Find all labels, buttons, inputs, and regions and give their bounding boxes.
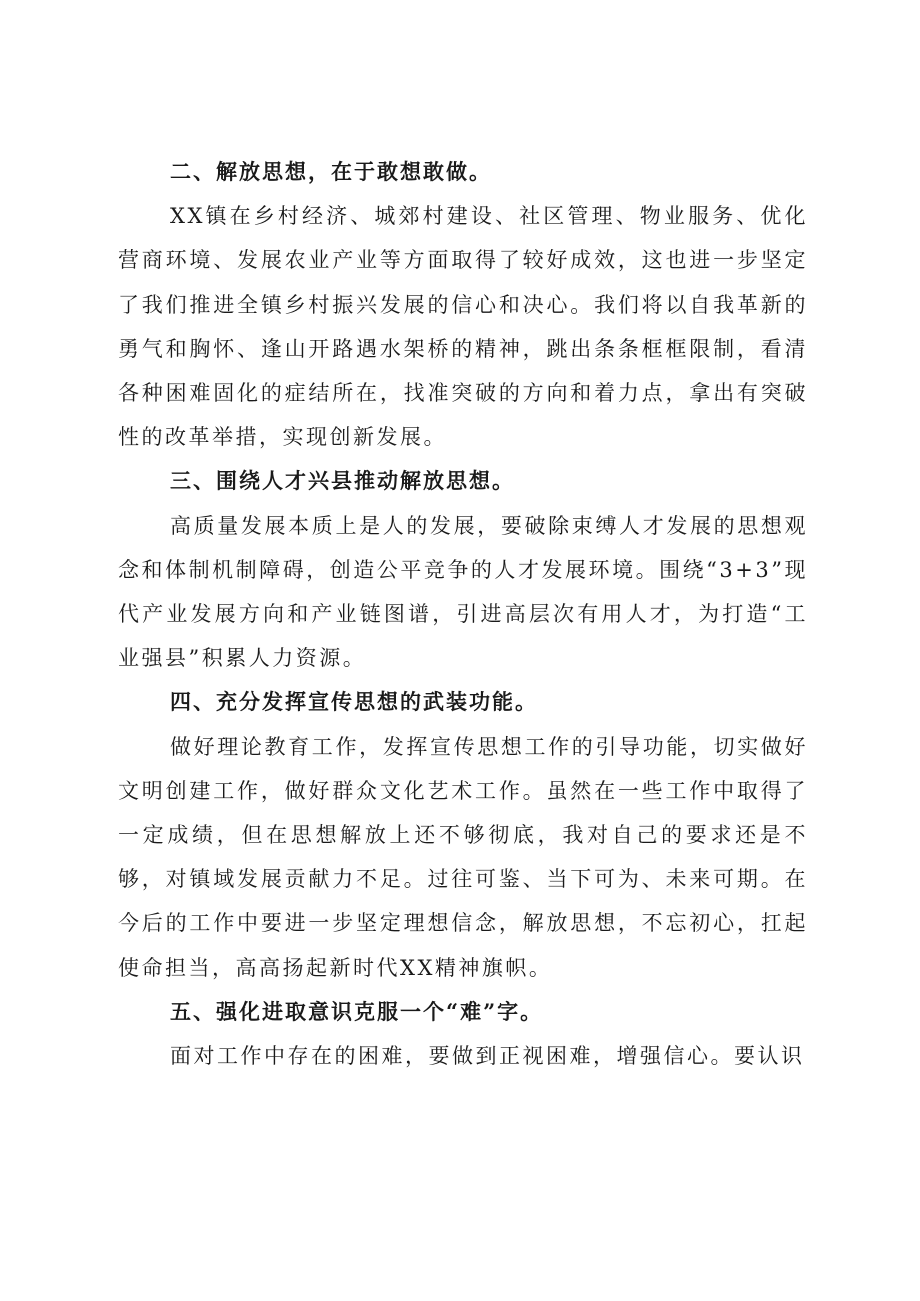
section-paragraph-5: 面对工作中存在的困难，要做到正视困难，增强信心。要认识	[170, 1044, 805, 1069]
section-paragraph-4: 做好理论教育工作，发挥宣传思想工作的引导功能，切实做好文明创建工作，做好群众文化艺术工作。虽然在一些工作中取得了一定成绩，但在思想解放上还不够彻底，我对自己的要求还是不够，对镇域发展贡献力不足。过往可鉴、当下可为、未来可期。在今后的工作中要进一步坚定理想信念，解放思想，不忘初心，扛起使命担当，高高扬起新时代XX精神旗帜。	[118, 734, 808, 980]
section-paragraph-2: XX镇在乡村经济、城郊村建设、社区管理、物业服务、优化营商环境、发展农业产业等方面取得了较好成效，这也进一步坚定了我们推进全镇乡村振兴发展的信心和决心。我们将以自我革新的勇气和胸怀、逢山开路遇水架桥的精神，跳出条条框框限制，看清各种困难固化的症结所在，找准突破的方向和着力点，拿出有突破性的改革举措，实现创新发展。	[118, 204, 808, 450]
document-body	[118, 150, 808, 1078]
section-heading-2: 二、解放思想，在于敢想敢做。	[170, 159, 492, 184]
section-heading-5: 五、强化进取意识克服一个“难”字。	[170, 998, 544, 1024]
section-heading-4: 四、充分发挥宣传思想的武装功能。	[170, 689, 538, 715]
section-paragraph-3: 高质量发展本质上是人的发展，要破除束缚人才发展的思想观念和体制机制障碍，创造公平竞争的人才发展环境。围绕“3+3”现代产业发展方向和产业链图谱，引进高层次有用人才，为打造“工业强县”积累人力资源。	[118, 513, 808, 671]
section-heading-3: 三、围绕人才兴县推动解放思想。	[170, 468, 515, 494]
